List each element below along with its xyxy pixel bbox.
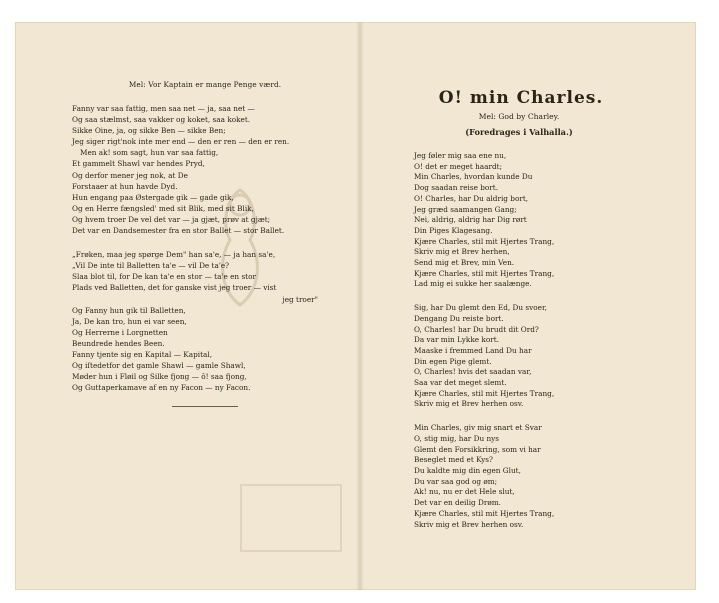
left-stanza-1 xyxy=(72,103,338,236)
verse-line: O! det er meget haardt; xyxy=(414,161,503,171)
verse-line: Beseglet med et Kys? xyxy=(414,455,493,465)
verse-line: Beundrede hendes Been. xyxy=(72,338,165,348)
verse-line: „Vil De inte til Balletten ta'e — vil De ta'e? xyxy=(72,261,230,271)
verse-line: Din Piges Klagesang. xyxy=(414,225,493,235)
faded-stamp xyxy=(240,484,342,552)
right-page xyxy=(414,88,624,543)
verse-line: Skriv mig et Brev herhen osv. xyxy=(414,519,524,529)
verse-line: Kjære Charles, stil mit Hjertes Trang, xyxy=(414,508,555,518)
verse-line: Da var min Lykke kort. xyxy=(414,335,499,345)
verse-line: Forstaaer at hun havde Dyd. xyxy=(72,181,178,191)
verse-line: Ja, De kan tro, hun ei var seen, xyxy=(72,316,187,326)
verse-line: Møder hun i Fløil og Silke fjong — ô! saa fjong, xyxy=(72,372,247,382)
verse-line: Et gammelt Shawl var hendes Pryd, xyxy=(72,159,205,169)
verse-line: „Frøken, maa jeg spørge Dem" han sa'e, — ja han sa'e, xyxy=(72,250,276,260)
song-melody: Mel: God by Charley. xyxy=(478,112,560,121)
verse-line: O, Charles! hvis det saadan var, xyxy=(414,367,532,377)
verse-line: Og Guttaperkamave af en ny Facon — ny Facon. xyxy=(72,383,251,393)
left-stanza-2 xyxy=(72,249,338,393)
verse-line: Send mig et Brev, min Ven. xyxy=(414,258,515,268)
end-rule xyxy=(172,406,238,407)
verse-line: Det var en deilig Drøm. xyxy=(414,498,501,508)
verse-line: Og derfor mener jeg nok, at De xyxy=(72,170,188,180)
verse-line: Fanny tjente sig en Kapital — Kapital, xyxy=(72,349,213,359)
right-stanza-2 xyxy=(414,303,624,410)
verse-line: Fanny var saa fattig, men saa net — ja, saa net — xyxy=(72,104,255,113)
verse-line: Du var saa god og øm; xyxy=(414,476,498,486)
right-stanza-1 xyxy=(414,151,624,290)
left-melody: Mel: Vor Kaptain er mange Penge værd. xyxy=(128,80,282,89)
verse-line: Sikke Oine, ja, og sikke Ben — sikke Ben; xyxy=(72,126,226,136)
verse-line: Lad mig ei sukke her saalænge. xyxy=(414,279,532,289)
verse-line: Nei, aldrig, aldrig har Dig rørt xyxy=(414,215,527,225)
verse-line: Og Herrerne i Lorgnetten xyxy=(72,327,168,337)
verse-line: Kjære Charles, stil mit Hjertes Trang, xyxy=(414,388,555,398)
verse-line: Min Charles, giv mig snart et Svar xyxy=(414,423,542,433)
song-title: O! min Charles. xyxy=(438,88,604,108)
verse-line: Og en Herre fængsled' med sit Blik, med sit Blik, xyxy=(72,203,254,213)
verse-line: Og iſtedetfor det gamle Shawl — gamle Shawl, xyxy=(72,361,246,371)
verse-line: Plads ved Balletten, det for ganske vist jeg troer — vist xyxy=(72,283,277,293)
verse-line: Det var en Dandsemester fra en stor Ballet — stor Ballet. xyxy=(72,226,285,236)
left-page xyxy=(72,80,338,407)
verse-line: Jeg siger rigt'nok inte mer end — den er ren — den er ren. xyxy=(72,137,290,147)
verse-line: Og hvem troer De vel det var — ja gjæt, prøv at gjæt; xyxy=(72,214,271,224)
performance-note: (Foredrages i Valhalla.) xyxy=(465,127,573,137)
verse-line: Og Fanny hun gik til Balletten, xyxy=(72,305,186,315)
verse-line: Men ak! som sagt, hun var saa fattig, xyxy=(80,148,219,158)
verse-line: Ak! nu, nu er det Hele slut, xyxy=(414,487,515,497)
verse-line: Kjære Charles, stil mit Hjertes Trang, xyxy=(414,268,555,278)
verse-line: Dengang Du reiste bort. xyxy=(414,313,504,323)
verse-line: Skriv mig et Brev herhen, xyxy=(414,247,510,257)
center-fold xyxy=(356,22,364,590)
verse-line: O! Charles, har Du aldrig bort, xyxy=(414,193,529,203)
verse-line: Du kaldte mig din egen Glut, xyxy=(414,465,521,475)
verse-line: jeg troer" xyxy=(282,294,318,304)
right-stanza-3 xyxy=(414,423,624,530)
verse-line: Slaa blot til, for De kan ta'e en stor — ta'e en stor xyxy=(72,272,257,282)
verse-line: Og saa stælmst, saa vakker og koket, saa koket. xyxy=(72,115,251,125)
verse-line: O, Charles! har Du brudt dit Ord? xyxy=(414,324,539,334)
verse-line: Din egen Pige glemt. xyxy=(414,356,492,366)
verse-line: Sig, har Du glemt den Ed, Du svoer, xyxy=(414,303,547,313)
verse-line: Min Charles, hvordan kunde Du xyxy=(414,172,533,182)
verse-line: Jeg føler mig saa ene nu, xyxy=(414,151,507,160)
verse-line: Dog saadan reise bort. xyxy=(414,183,499,193)
verse-line: Skriv mig et Brev herhen osv. xyxy=(414,399,524,409)
verse-line: Glemt den Forsikkring, som vi har xyxy=(414,444,541,454)
verse-line: O, stig mig, har Du nys xyxy=(414,433,500,443)
verse-line: Kjære Charles, stil mit Hjertes Trang, xyxy=(414,236,555,246)
verse-line: Jeg græd saamangen Gang; xyxy=(414,204,517,214)
verse-line: Hun engang paa Østergade gik — gade gik, xyxy=(72,192,234,202)
verse-line: Maaske i fremmed Land Du har xyxy=(414,345,532,355)
verse-line: Saa var det meget slemt. xyxy=(414,378,507,388)
